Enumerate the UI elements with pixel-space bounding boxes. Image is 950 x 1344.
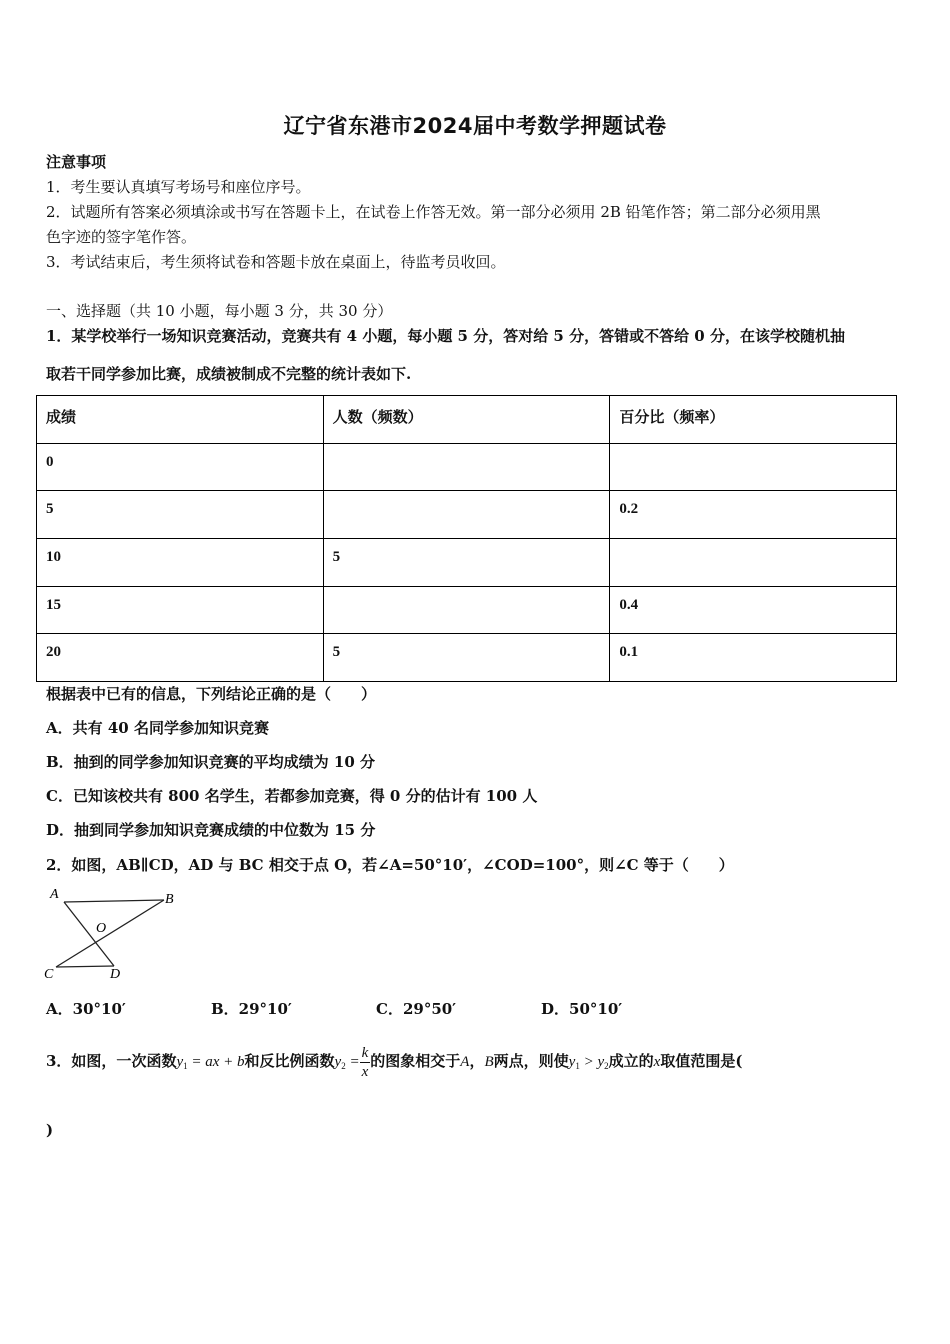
q1-stem-line2: 取若干同学参加比赛，成绩被制成不完整的统计表如下.: [46, 365, 412, 383]
table-cell: [323, 491, 610, 539]
notice-heading: 注意事项: [46, 153, 107, 171]
q3-text: 取值范围是(: [660, 1052, 743, 1070]
ineq-right-var: y: [597, 1054, 605, 1070]
y2-sub: 2: [341, 1061, 346, 1071]
table-header-cell: 百分比（频率）: [610, 396, 897, 444]
q2-option-c: C．29°50′: [376, 1000, 457, 1018]
notice-item-2-cont: 色字迹的签字笔作答。: [46, 228, 197, 246]
ineq-left-sub: 1: [575, 1061, 580, 1071]
inequality: [569, 1054, 609, 1070]
x-var: x: [653, 1054, 661, 1070]
table-row: [37, 586, 897, 634]
notice-item-2: 2．试题所有答案必须填涂或书写在答题卡上，在试卷上作答无效。第一部分必须用 2B 铅笔作答；第二部分必须用黑: [46, 203, 821, 221]
fraction-denominator: x: [361, 1063, 369, 1080]
y2-lhs: [335, 1054, 360, 1070]
fraction-numerator: k: [361, 1044, 369, 1061]
table-cell: [610, 443, 897, 491]
q3-stem: [46, 1040, 742, 1087]
q2-option-a: A．30°10′: [46, 1000, 126, 1018]
table-cell: 5: [37, 491, 324, 539]
inverse-fraction: [360, 1044, 371, 1081]
table-cell: 0.4: [610, 586, 897, 634]
table-cell: 5: [323, 634, 610, 682]
segment-cd: [56, 966, 114, 967]
table-cell: 5: [323, 538, 610, 586]
q3-text: 3．如图，一次函数: [46, 1052, 177, 1070]
q3-text: 两点，则使: [493, 1052, 569, 1070]
linear-function: [176, 1054, 244, 1070]
point-label-b: B: [165, 892, 174, 907]
point-label-o: O: [96, 921, 107, 936]
table-cell: 0.2: [610, 491, 897, 539]
point-label-a: A: [50, 887, 59, 902]
parallel-lines-figure: [44, 884, 182, 984]
ineq-right-sub: 2: [604, 1061, 609, 1071]
score-table: [36, 395, 897, 682]
table-cell: [323, 443, 610, 491]
table-header-row: [37, 396, 897, 444]
q1-option-b: B．抽到的同学参加知识竞赛的平均成绩为 10 分: [46, 753, 375, 771]
segment-ad: [64, 902, 114, 966]
point-label-d: D: [110, 967, 121, 982]
table-row: [37, 443, 897, 491]
segment-bc: [56, 900, 164, 967]
q2-option-b: B．29°10′: [211, 1000, 292, 1018]
linear-rhs: = ax + b: [187, 1054, 245, 1070]
table-header-cell: 成绩: [37, 396, 324, 444]
table-cell: [323, 586, 610, 634]
q3-text: 成立的: [608, 1052, 654, 1070]
q3-text: 的图象相交于: [370, 1052, 461, 1070]
ineq-left-var: y: [568, 1054, 576, 1070]
notice-item-1: 1．考生要认真填写考场号和座位序号。: [46, 178, 311, 196]
table-cell: 10: [37, 538, 324, 586]
table-cell: 0.1: [610, 634, 897, 682]
q3-text: 和反比例函数: [244, 1052, 335, 1070]
notice-item-3: 3．考试结束后，考生须将试卷和答题卡放在桌面上，待监考员收回。: [46, 253, 506, 271]
equals-sign: =: [345, 1054, 360, 1070]
y2-var: y: [334, 1054, 342, 1070]
exam-title: 辽宁省东港市2024届中考数学押题试卷: [283, 114, 667, 138]
table-cell: 15: [37, 586, 324, 634]
point-b: B: [484, 1054, 494, 1070]
table-cell: 0: [37, 443, 324, 491]
q1-option-c: C．已知该校共有 800 名学生，若都参加竞赛，得 0 分的估计有 100 人: [46, 787, 538, 805]
table-header-cell: 人数（频数）: [323, 396, 610, 444]
table-cell: 20: [37, 634, 324, 682]
table-cell: [610, 538, 897, 586]
q3-comma: ，: [469, 1052, 485, 1070]
q2-stem: 2．如图，AB∥CD，AD 与 BC 相交于点 O，若∠A=50°10′，∠COD=100°，则∠C 等于（ ）: [46, 856, 734, 874]
q1-question: 根据表中已有的信息，下列结论正确的是（ ）: [46, 685, 377, 703]
section-heading: 一、选择题（共 10 小题，每小题 3 分，共 30 分）: [46, 302, 393, 320]
point-label-c: C: [44, 967, 54, 982]
segment-ab: [64, 900, 164, 902]
ineq-op: >: [579, 1054, 598, 1070]
table-row: [37, 491, 897, 539]
q1-option-a: A．共有 40 名同学参加知识竞赛: [46, 719, 269, 737]
y1-sub: 1: [183, 1061, 188, 1071]
point-a: A: [460, 1054, 470, 1070]
q3-close-paren: ): [46, 1121, 54, 1139]
table-row: [37, 634, 897, 682]
y1-var: y: [176, 1054, 184, 1070]
q1-stem-line1: 1．某学校举行一场知识竞赛活动，竞赛共有 4 小题，每小题 5 分，答对给 5 分，答错或不答给 0 分，在该学校随机抽: [46, 327, 845, 345]
q1-option-d: D．抽到同学参加知识竞赛成绩的中位数为 15 分: [46, 821, 376, 839]
table-row: [37, 538, 897, 586]
q2-option-d: D．50°10′: [541, 1000, 623, 1018]
